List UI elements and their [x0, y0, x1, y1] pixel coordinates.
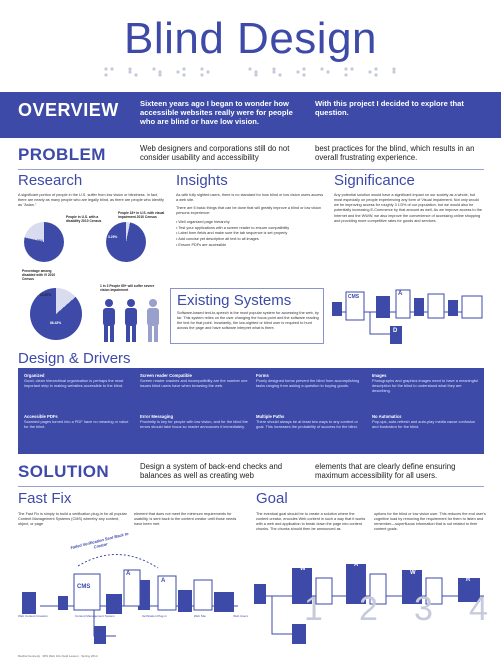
driver-error-messaging: Error Messaging Proximity is key for people with low vision, and for the blind the errors should take focus so reader announces it immediately. — [140, 414, 248, 430]
pie3-label: Percentage among disabled with VI 2010 Census — [22, 269, 56, 281]
page-title: Blind Design — [123, 14, 378, 63]
overview-text-1: Sixteen years ago I began to wonder how accessible websites really were for people who are blind or have low vision. — [140, 99, 293, 127]
pie3-bottom-value: 86.43% — [50, 321, 62, 325]
pie3-top-value: 13.57% — [40, 293, 52, 297]
pie1-label: People in U.S. with a disability 2010 Census — [66, 215, 102, 223]
existing-systems-diagram — [330, 282, 486, 348]
fast-fix-heading: Fast Fix — [18, 490, 72, 507]
goal-letter-r: R — [466, 577, 471, 583]
caption: Web Site — [193, 614, 206, 618]
step-number: 1 — [304, 590, 323, 628]
list-item: • Ensure PDFs are accessible — [176, 242, 227, 247]
overview-text-2: With this project I decided to explore that question. — [315, 99, 464, 118]
flow-letter-d: D — [393, 328, 398, 334]
problem-heading: PROBLEM — [18, 145, 106, 164]
caption: Content Management System — [74, 614, 115, 618]
caption: Web Content Creators — [18, 614, 48, 618]
divider — [18, 486, 484, 487]
problem-lead-2: best practices for the blind, which results in an overall frustrating experience. — [315, 144, 475, 163]
fast-fix-diagram — [18, 540, 248, 652]
pie1-value: 21.29% — [32, 239, 44, 243]
goal-heading: Goal — [256, 490, 288, 507]
driver-screen-reader: Screen reader Compatible Screen reader crashes and incompatibility are the number one issues blind users have when browsing the web. — [140, 373, 248, 389]
fast-fix-captions — [18, 614, 248, 618]
insights-list — [176, 220, 326, 248]
pie2-value: 3.29% — [108, 235, 118, 239]
goal-letter-a: A — [354, 562, 359, 568]
design-drivers-panel — [18, 368, 484, 454]
insights-body-2: There are 5 basic things that can be done that will greatly improve a blind or low vision persons experience: — [176, 206, 321, 216]
problem-lead-1: Web designers and corporations still do not consider usability and accessibility — [140, 144, 290, 163]
solution-lead-2: elements that are clearly define ensuring maximum accessibility for all users. — [315, 462, 456, 481]
pie-chart-disabled-vi — [30, 288, 82, 340]
goal-col-2: options for the blind or low vision user. This reduces the end user's cognitive load by removing the requirement for them to listen and remember—superfluous information that is not related to their content goals. — [374, 512, 486, 532]
driver-organized: Organized Good, clean hierarchical organization is perhaps the most important step in making websites accessible to the blind. — [24, 373, 124, 389]
fast-fix-col-1: The Fast Fix is simply to build a verification plug-in for all popular Content Management Systems (CMS) whereby any content, object, or page — [18, 512, 127, 527]
goal-step-numbers — [304, 590, 488, 629]
fast-fix-col-2: element that does not meet the minimum requirements for usability, is sent back to the content creator until those needs have been met. — [134, 512, 237, 527]
step-number: 3 — [414, 590, 433, 628]
driver-no-automatics: No Automatics Pop-ups, auto-refresh and auto-play media cause confusion and frustration for the blind. — [372, 414, 476, 430]
list-item: • Add concise yet descriptive alt text to all images — [176, 237, 259, 242]
goal-letter-w2: W — [410, 570, 416, 576]
research-body: A significant portion of people in the U.S. suffer from low vision or blindness. In fact, there are nearly as many people who are legally blind, as there are people who identify as "Asian." — [18, 193, 164, 208]
goal-col-1: The eventual goal should be to create a solution where the content creator, encodes Web content in such a way that it works with a web and application to break down the page into content chunks. The chunks should then be announced as — [256, 512, 366, 532]
people-icons — [98, 298, 164, 344]
driver-accessible-pdfs: Accessible PDFs Scanned pages turned into a PDF have no meaning or value for the blind. — [24, 414, 129, 430]
step-number: 2 — [359, 590, 378, 628]
fast-fix-cms-label: CMS — [77, 584, 91, 590]
footer-credit: Rachel Kennedy · MIS Web Info Field Lesson · Spring 2014 — [18, 654, 98, 658]
goal-letter-w1: W — [300, 566, 306, 572]
list-item: • Label form fields and make sure the tab sequence is set properly — [176, 231, 288, 236]
fast-fix-letter-a1: A — [126, 571, 131, 577]
list-item: • Well organized page hierarchy — [176, 220, 230, 224]
overview-heading: OVERVIEW — [18, 100, 119, 120]
list-item: • Test your applications with a screen reader to ensure compatibility — [176, 225, 290, 230]
driver-multiple-paths: Multiple Paths There should always be at least two ways to any content or goal. This increases the probability of success for the blind. — [256, 414, 358, 430]
caption: Web Users — [233, 614, 248, 618]
existing-systems-box — [170, 288, 324, 344]
existing-systems-heading: Existing Systems — [177, 292, 292, 309]
insights-body-1: As with fully sighted users, there is no standard for how blind or low vision users access a web site. — [176, 193, 324, 203]
pie2-label: People 18+ in U.S. with visual impairment 2010 Census — [118, 211, 165, 219]
caption: Verification Plug-in — [141, 614, 167, 618]
driver-forms: Forms Poorly designed forms prevent the blind from accomplishing tasks ranging from asking a question to buying goods. — [256, 373, 360, 389]
braille-dots-decoration — [100, 66, 400, 78]
flow-letter-a: A — [398, 291, 403, 297]
existing-systems-body: Software-based text-to-speech is the most popular system for accessing the web, by far. This system relies on the user changing the focus point and the software reading the text for that point. Invariantly, the low-sighted or blind user is required to hunt across the page and have software interpret what is there. — [177, 311, 319, 331]
significance-body: Any potential solution would have a significant impact on our society as a whole, but most especially on people experiencing any form of Visual Impairment. Not only would we be improving access for roughly 3 1/3% of our population, but we would also be potentially increasing E-Commerce by that amount as well. As we improve access to the Internet and the WWW, we also improve the convenience of accessing online shopping and providing more competitive rates for goods and services. — [334, 193, 482, 223]
solution-lead-1: Design a system of back-end checks and balances as well as creating web — [140, 462, 283, 481]
cms-label: CMS — [348, 294, 360, 300]
failed-verification-stamp: Failed Verification Sent Back to Creator — [69, 530, 129, 551]
design-drivers-heading: Design & Drivers — [18, 350, 131, 367]
research-heading: Research — [18, 172, 83, 189]
divider — [18, 169, 484, 170]
significance-heading: Significance — [334, 172, 415, 189]
fast-fix-letter-a2: A — [161, 578, 166, 584]
people-label: 1 in 3 People 65+ will suffer severe vision impairment — [100, 284, 155, 292]
pie-chart-disability — [24, 222, 64, 262]
overview-band — [0, 92, 501, 138]
insights-heading: Insights — [176, 172, 228, 189]
driver-images: Images Photographs and graphics images need to have a meaningful description for the blind to understand what they are describing. — [372, 373, 478, 394]
pie-chart-visual-impairment — [106, 222, 146, 262]
step-number: 4 — [469, 590, 488, 628]
solution-heading: SOLUTION — [18, 462, 110, 481]
